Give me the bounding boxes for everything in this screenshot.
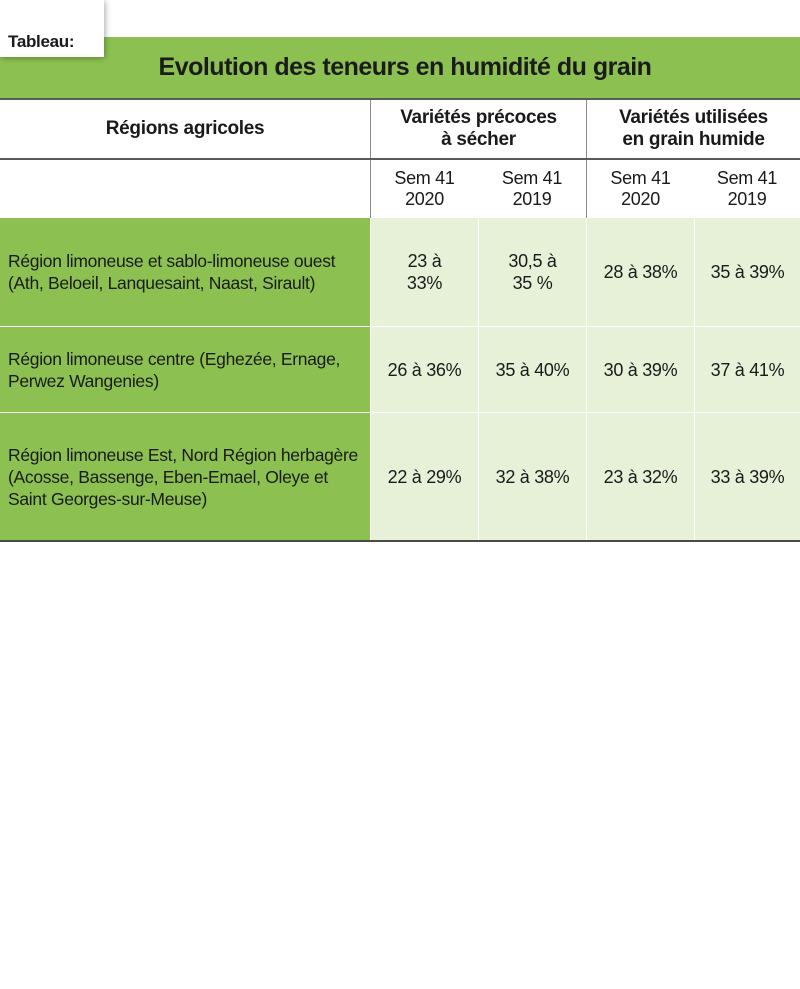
table-row: [0, 218, 800, 326]
header-row: [0, 98, 800, 160]
header-group-wet: [586, 100, 800, 158]
table-row: [0, 412, 800, 540]
header-group-wet-label: Variétés utilisées en grain humide: [619, 107, 768, 150]
table-bottom-rule: [0, 540, 800, 542]
subheader-label: Sem 41 2020: [610, 168, 671, 209]
value-cell: [586, 218, 694, 326]
header-regions: Régions agricoles: [105, 118, 265, 139]
value-cell: [586, 412, 694, 540]
value-label: 30 à 39%: [603, 359, 678, 380]
value-cell: [370, 326, 478, 412]
subheader-label: Sem 41 2019: [501, 168, 563, 209]
region-label: Région limoneuse Est, Nord Région herbagère (Acosse, Bassenge, Eben-Emael, Oleye et Saint Georges-sur-Meuse): [8, 444, 358, 509]
value-label: 23 à 33%: [406, 251, 443, 293]
subheader-cell: [370, 160, 478, 218]
region-label: Région limoneuse et sablo-limoneuse ouest (Ath, Beloeil, Lanquesaint, Naast, Sirault): [8, 251, 336, 293]
value-label: 23 à 32%: [603, 466, 678, 487]
value-cell: [478, 326, 586, 412]
value-label: 33 à 39%: [710, 466, 785, 487]
subheader-label: Sem 41 2020: [394, 168, 455, 209]
subheader-cell: [478, 160, 586, 218]
value-cell: [478, 218, 586, 326]
header-group-early: [370, 100, 586, 158]
subheader-empty: [0, 160, 370, 218]
value-label: 22 à 29%: [387, 466, 462, 487]
value-label: 32 à 38%: [495, 466, 570, 487]
subheader-cell: [586, 160, 694, 218]
value-label: 26 à 36%: [387, 359, 462, 380]
header-group-early-label: Variétés précoces à sécher: [400, 107, 557, 150]
moisture-table: [0, 98, 800, 542]
value-cell: [478, 412, 586, 540]
region-cell: [0, 218, 370, 326]
value-cell: [370, 218, 478, 326]
value-cell: [694, 326, 800, 412]
table-title: Evolution des teneurs en humidité du grain: [0, 37, 800, 98]
region-cell: [0, 412, 370, 540]
value-label: 35 à 39%: [710, 262, 785, 282]
value-label: 28 à 38%: [603, 262, 678, 282]
table-row: [0, 326, 800, 412]
value-cell: [694, 412, 800, 540]
value-label: 37 à 41%: [710, 359, 785, 380]
value-cell: [694, 218, 800, 326]
region-label: Région limoneuse centre (Eghezée, Ernage, Perwez Wangenies): [8, 348, 341, 391]
table-tag: Tableau:: [0, 0, 104, 57]
value-cell: [586, 326, 694, 412]
value-label: 30,5 à 35 %: [508, 251, 557, 293]
subheader-row: [0, 160, 800, 218]
region-cell: [0, 326, 370, 412]
value-label: 35 à 40%: [495, 359, 570, 380]
subheader-cell: [694, 160, 800, 218]
subheader-label: Sem 41 2019: [716, 168, 778, 209]
value-cell: [370, 412, 478, 540]
